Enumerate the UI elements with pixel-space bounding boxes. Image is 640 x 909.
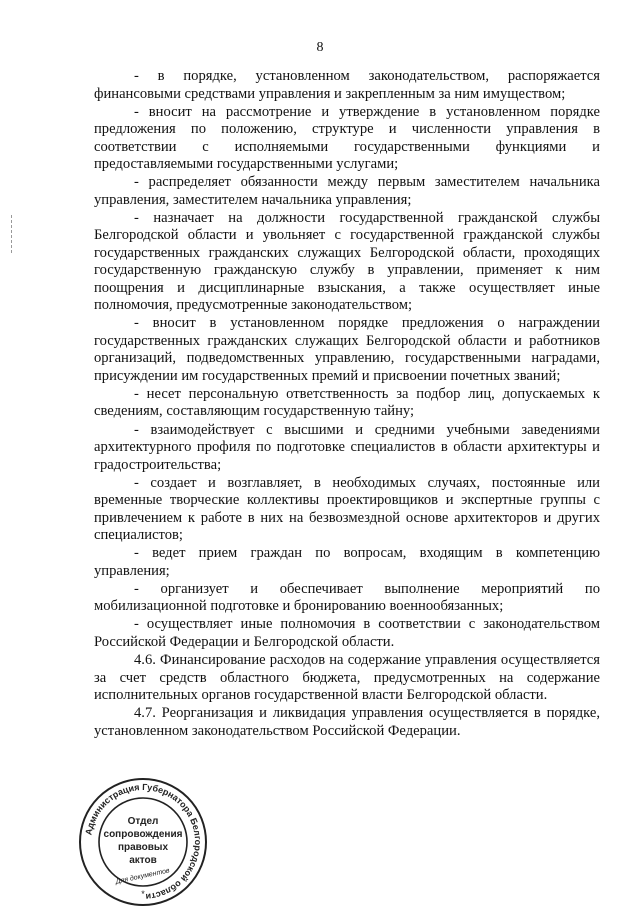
stamp-line: правовых — [117, 842, 169, 853]
paragraph: 4.6. Финансирование расходов на содержание управления осуществляется за счет средств областного бюджета, предусмотренных на содержание исполнительных органов государственной власти Белгородской области. — [94, 652, 600, 704]
paragraph: - несет персональную ответственность за подбор лиц, допускаемых к сведениям, составляющим государственную тайну; — [94, 385, 600, 420]
paragraph: 4.7. Реорганизация и ликвидация управления осуществляется в порядке, установленном законодательством Российской Федерации. — [94, 705, 600, 739]
star-icon: * — [141, 889, 145, 899]
paragraph: - создает и возглавляет, в необходимых случаях, постоянные или временные творческие коллективы проектировщиков и экспертные группы с привлечением к работе в них на безвозмездной основе архитекторов и других специалистов; — [94, 474, 600, 544]
paragraph: - распределяет обязанности между первым заместителем начальника управления, заместителем начальника управления; — [94, 174, 600, 208]
stamp-line: сопровождения — [103, 829, 183, 840]
stamp-line: актов — [129, 855, 157, 866]
official-stamp — [76, 775, 210, 909]
paragraph: - вносит на рассмотрение и утверждение в установленном порядке предложения по положению, структуре и численности управления в соответствии с исполняемыми государственными функциями и предоставляемыми государственными услугами; — [94, 103, 600, 173]
margin-mark — [11, 215, 14, 253]
stamp-line: Отдел — [127, 816, 159, 827]
paragraph: - ведет прием граждан по вопросам, входящим в компетенцию управления; — [94, 545, 600, 579]
paragraph: - назначает на должности государственной гражданской службы Белгородской области и увольняет с государственной гражданской службы государственных гражданских служащих Белгородской области, проходящих государственную гражданскую службу в управлении, применяет к ним поощрения и дисциплинарные взыскания, а также осуществляет иные полномочия, предусмотренные законодательством; — [94, 209, 600, 314]
paragraph: - взаимодействует с высшими и средними учебными заведениями архитектурного профиля по подготовке специалистов в области архитектуры и градостроительства; — [94, 421, 600, 473]
stamp-bottom-text: Для документов — [115, 867, 171, 886]
document-body — [94, 68, 600, 741]
paragraph: - вносит в установленном порядке предложения о награждении государственных гражданских служащих Белгородской области и работников организаций, подведомственных управлению, государственными наградами, присуждении им государственных премий и присвоении почетных званий; — [94, 315, 600, 384]
paragraph: - в порядке, установленном законодательством, распоряжается финансовыми средствами управления и закрепленным за ним имуществом; — [94, 68, 600, 102]
stamp-ring-text: Администрация Губернатора Белгородской области — [83, 781, 204, 902]
paragraph: - осуществляет иные полномочия в соответствии с законодательством Российской Федерации и Белгородской области. — [94, 616, 600, 650]
paragraph: - организует и обеспечивает выполнение мероприятий по мобилизационной подготовке и бронированию военнообязанных; — [94, 580, 600, 615]
page-number: 8 — [316, 40, 324, 55]
